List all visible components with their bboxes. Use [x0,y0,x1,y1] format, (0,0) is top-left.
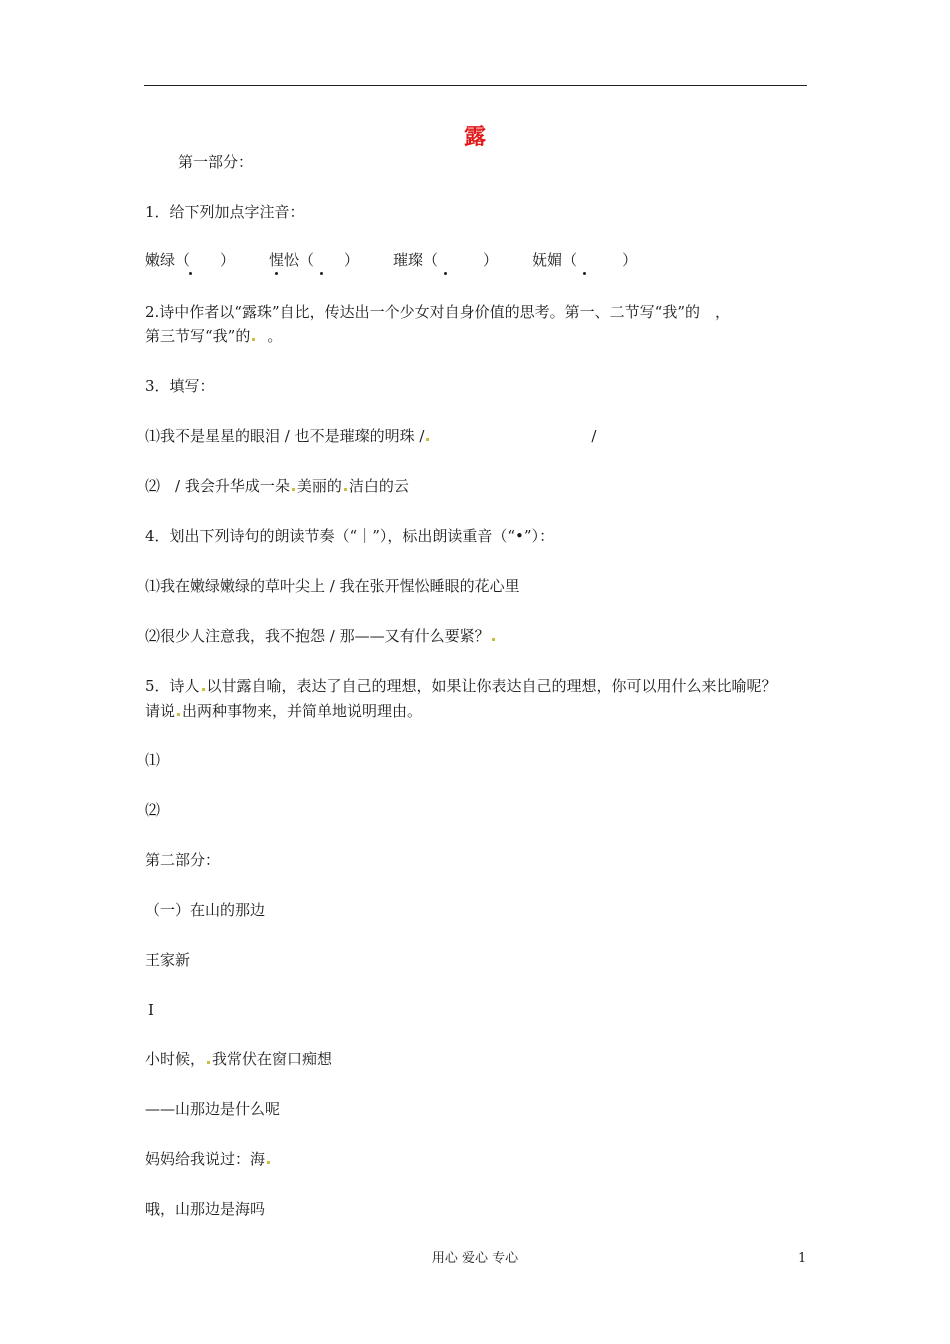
q1-item-d: 妩媚（ ） [532,251,638,269]
poem-line-1 [145,1049,332,1069]
q2-text: 第三节写“我”的 [145,327,251,345]
question-3: 3．填写： [145,377,215,395]
poem-line-1-a: 小时候， [145,1050,206,1068]
highlight-mark [207,1061,210,1064]
q1-item-a: 嫩绿（ ） [145,251,236,269]
q5-d: 出两种事物来，并简单地说明理由。 [182,702,423,720]
question-4: 4．划出下列诗句的朗读节奏（“｜”），标出朗读重音（“•”）： [145,527,555,545]
question-1: 1．给下列加点字注音： [145,203,305,221]
q3-1-end: / [591,427,597,445]
highlight-mark [292,488,295,491]
q1-item-b-char: 惺 [269,251,285,269]
q1-item-b: 忪（ ） [284,251,360,269]
poem-line-4: 哦，山那边是海吗 [145,1200,266,1218]
question-3-1 [145,426,596,446]
highlight-mark [426,438,429,441]
footer-motto: 用心 爱心 专心 [431,1251,519,1266]
question-5-answer-1: ⑴ [145,751,161,769]
q3-2-c: 洁白的云 [348,477,409,495]
question-4-1: ⑴我在嫩绿嫩绿的草叶尖上 / 我在张开惺忪睡眼的花心里 [145,577,520,595]
poem-line-1-b: 我常伏在窗口痴想 [212,1050,333,1068]
section-heading: （一）在山的那边 [145,901,266,919]
question-2-line-1: 2.诗中作者以“露珠”自比，传达出一个少女对自身价值的思考。第一、二节写“我”的 ， [145,303,730,321]
header-rule [144,85,807,86]
highlight-mark [344,488,347,491]
q2-end: 。 [267,327,283,345]
q5-c: 请说 [145,702,176,720]
question-5-line-2 [145,701,422,721]
roman-numeral: Ⅰ [148,1001,154,1019]
part-two-heading: 第二部分： [145,851,221,869]
poem-line-3-text: 妈妈给我说过：海 [145,1150,266,1168]
highlight-mark [177,713,180,716]
author: 王家新 [145,951,191,969]
q5-b: 以甘露自喻，表达了自己的理想，如果让你表达自己的理想，你可以用什么来比喻呢？ [206,677,777,695]
q1-item-c: 璀璨（ ） [393,251,499,269]
question-3-2 [145,476,409,496]
poem-line-2: ——山那边是什么呢 [145,1100,281,1118]
q3-2-a: ⑵ / 我会升华成一朵 [145,477,290,495]
question-4-2 [145,626,497,646]
page-number: 1 [798,1251,807,1266]
highlight-mark [267,1161,270,1164]
question-1-items [145,250,637,270]
question-2-line-2 [145,326,282,346]
q3-2-b: 美丽的 [296,477,342,495]
question-5-line-1 [145,676,777,696]
part-one-heading: 第一部分： [178,153,254,171]
poem-line-3 [145,1149,272,1169]
highlight-mark [202,688,205,691]
q4-2-text: ⑵很少人注意我，我不抱怨 / 那——又有什么要紧？ [145,627,490,645]
highlight-mark [252,338,255,341]
question-5-answer-2: ⑵ [145,801,161,819]
q5-a: 5．诗人 [145,677,200,695]
q3-1-text: ⑴我不是星星的眼泪 / 也不是璀璨的明珠 / [145,427,425,445]
page-title: 露 [463,124,486,150]
highlight-mark [492,638,495,641]
